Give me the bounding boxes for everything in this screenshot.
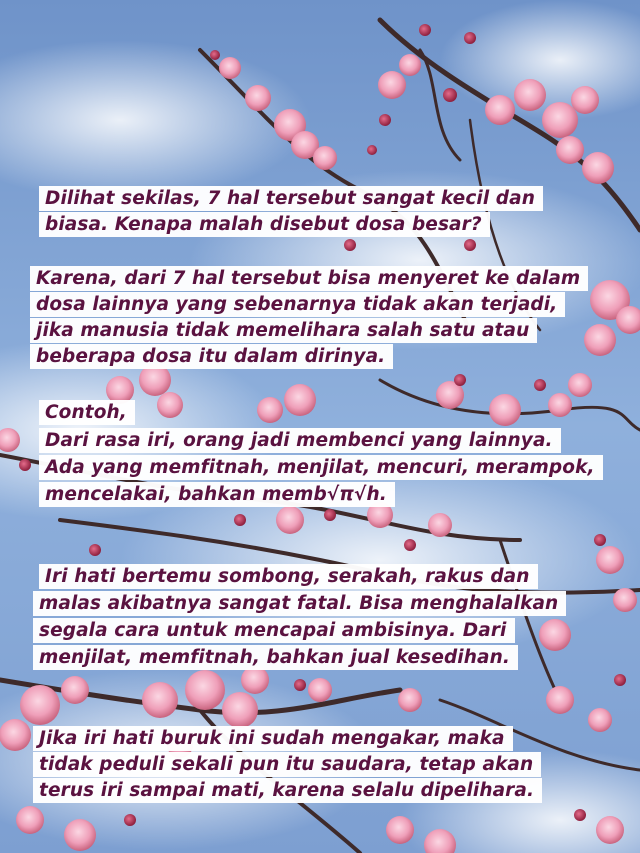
- caption-line: segala cara untuk mencapai ambisinya. Dari: [33, 618, 515, 643]
- caption-line: jika manusia tidak memelihara salah satu atau: [30, 318, 537, 343]
- caption-line: Iri hati bertemu sombong, serakah, rakus dan: [39, 564, 538, 589]
- caption-line: Ada yang memfitnah, menjilat, mencuri, merampok,: [39, 455, 603, 480]
- caption-line: menjilat, memfitnah, bahkan jual kesedihan.: [33, 645, 518, 670]
- caption-line: biasa. Kenapa malah disebut dosa besar?: [39, 212, 490, 237]
- caption-line: Contoh,: [39, 400, 135, 425]
- caption-line: Dari rasa iri, orang jadi membenci yang lainnya.: [39, 428, 561, 453]
- caption-line: beberapa dosa itu dalam dirinya.: [30, 344, 393, 369]
- caption-line: Karena, dari 7 hal tersebut bisa menyeret ke dalam: [30, 266, 588, 291]
- caption-line: tidak peduli sekali pun itu saudara, tetap akan: [33, 752, 541, 777]
- caption-line: Dilihat sekilas, 7 hal tersebut sangat kecil dan: [39, 186, 543, 211]
- caption-line: terus iri sampai mati, karena selalu dipelihara.: [33, 778, 542, 803]
- caption-line: mencelakai, bahkan memb√π√h.: [39, 482, 395, 507]
- caption-line: malas akibatnya sangat fatal. Bisa menghalalkan: [33, 591, 566, 616]
- caption-line: dosa lainnya yang sebenarnya tidak akan terjadi,: [30, 292, 565, 317]
- caption-line: Jika iri hati buruk ini sudah mengakar, maka: [33, 726, 513, 751]
